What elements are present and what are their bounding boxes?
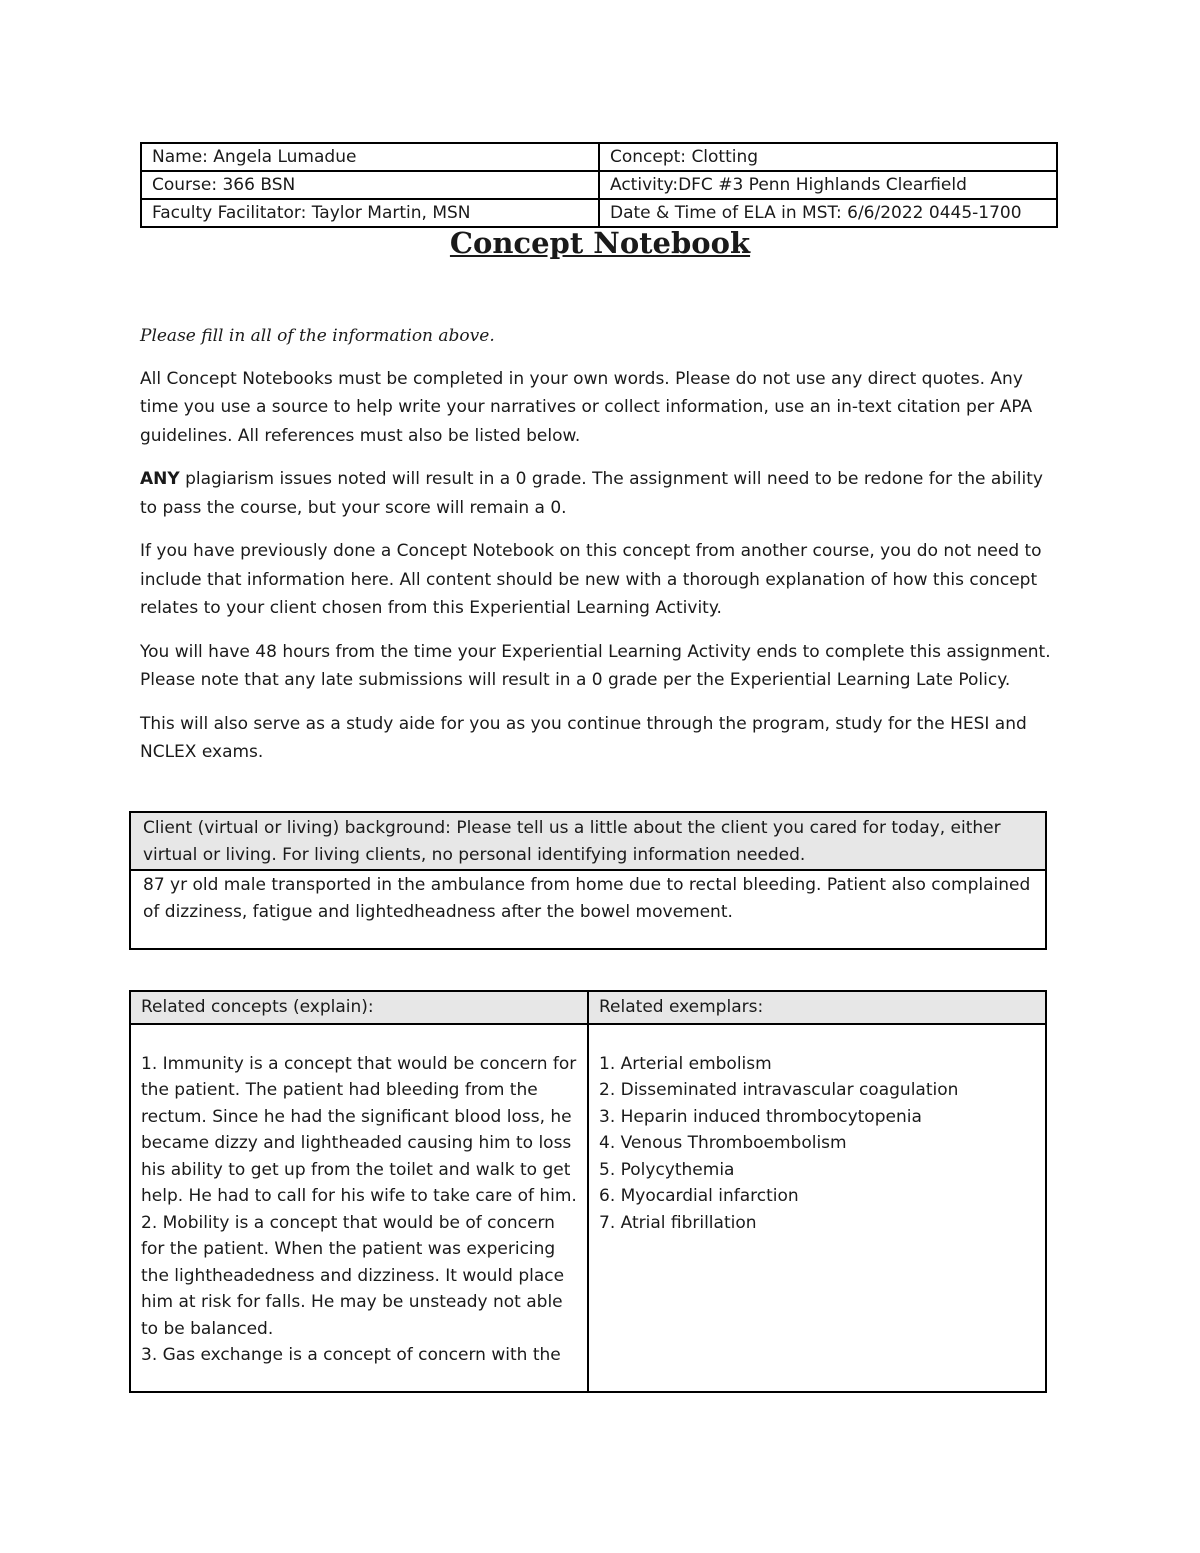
related-exemplars-cell[interactable] [588,1024,1046,1392]
course-name: Course: 366 BSN [141,171,599,199]
plagiarism-text: plagiarism issues noted will result in a 0 grade. The assignment will need to be redone for the ability to pass the course, but your score will remain a 0. [140,469,1043,518]
concept-item: 1. Immunity is a concept that would be concern for the patient. The patient had bleeding from the rectum. Since he had the significant blood loss, he became dizzy and lightheaded causing him to loss his ability to get up from the toilet and walk to get help. He had to call for his wife to take care of him. [141,1053,577,1206]
client-background-text[interactable]: 87 yr old male transported in the ambulance from home due to rectal bleeding. Patient also complained of dizziness, fatigue and lightedheadness after the bowel movement. [143,875,1031,922]
deadline-instruction: You will have 48 hours from the time your Experiential Learning Activity ends to complete this assignment. Please note that any late submissions will result in a 0 grade per the Experiential Learning Late Policy. [140,641,1051,690]
exemplar-item: 5. Polycythemia [599,1159,735,1180]
header-info-table [140,142,1058,228]
exemplar-item: 6. Myocardial infarction [599,1186,799,1206]
info-row [141,143,1057,171]
concepts-header-row [130,991,1046,1024]
related-concepts-table [129,990,1047,1393]
own-words-instruction: All Concept Notebooks must be completed in your own words. Please do not use any direct quotes. Any time you use a source to help write your narratives or collect information, use an in-text citation per APA guidelines. All references must also be listed below. [140,368,1033,446]
client-background-box [129,811,1047,950]
study-aide-instruction: This will also serve as a study aide for you as you continue through the program, study for the HESI and NCLEX exams. [140,713,1027,762]
faculty-facilitator: Faculty Facilitator: Taylor Martin, MSN [141,199,599,227]
plagiarism-emphasis: ANY [140,469,180,489]
concept-item: 2. Mobility is a concept that would be of concern for the patient. When the patient was expericing the lightheadedness and dizziness. It would place him at risk for falls. He may be unsteady not able to be balanced. [141,1212,565,1339]
exemplar-item: 3. Heparin induced thrombocytopenia [599,1106,922,1127]
related-concepts-cell[interactable] [130,1024,588,1392]
exemplar-item: 2. Disseminated intravascular coagulation [599,1080,959,1100]
concept-name: Concept: Clotting [599,143,1057,171]
exemplar-item: 4. Venous Thromboembolism [599,1133,847,1153]
instructions [140,322,1062,782]
info-row [141,199,1057,227]
page-title: Concept Notebook [449,226,751,260]
concepts-body-row [130,1024,1046,1392]
related-exemplars-header: Related exemplars: [588,991,1046,1024]
plagiarism-instruction [140,465,1062,522]
info-row [141,171,1057,199]
client-background-heading: Client (virtual or living) background: Please tell us a little about the client you cared for today, either virtual or living. For living clients, no personal identifying information needed. [131,813,1045,871]
exemplar-item: 7. Atrial fibrillation [599,1212,757,1233]
activity-datetime: Date & Time of ELA in MST: 6/6/2022 0445-1700 [599,199,1057,227]
related-concepts-header: Related concepts (explain): [130,991,588,1024]
previous-notebook-instruction: If you have previously done a Concept Notebook on this concept from another course, you do not need to include that information here. All content should be new with a thorough explanation of how this concept relates to your client chosen from this Experiential Learning Activity. [140,541,1042,618]
concept-item: 3. Gas exchange is a concept of concern with the [141,1345,561,1365]
fill-in-instruction: Please fill in all of the information above. [140,326,495,346]
exemplar-item: 1. Arterial embolism [599,1053,772,1074]
activity-name: Activity:DFC #3 Penn Highlands Clearfield [599,171,1057,199]
student-name: Name: Angela Lumadue [141,143,599,171]
